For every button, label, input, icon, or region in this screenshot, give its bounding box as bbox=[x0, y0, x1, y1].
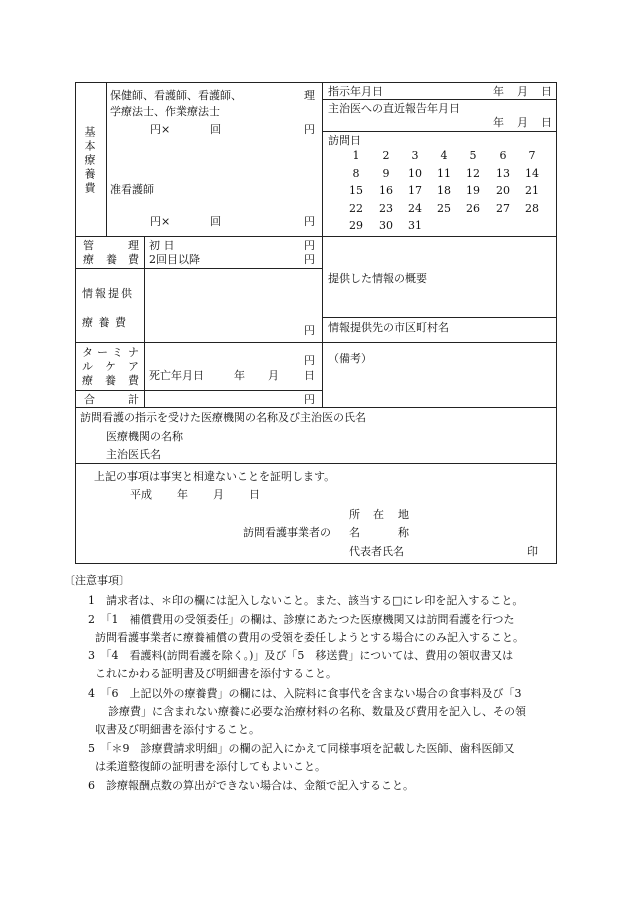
note-5a: 5 「＊9 診療費請求明細」の欄の記入にかえて同様事項を記載した医師、歯科医師又 bbox=[88, 742, 515, 755]
visit-day: 10 bbox=[408, 167, 422, 180]
management-h2b: 養 bbox=[106, 253, 117, 266]
basic-unit-yen-2: 円 bbox=[304, 215, 315, 228]
instruction-date-label: 指示年月日 bbox=[328, 85, 383, 98]
instruction-year: 年 bbox=[493, 85, 504, 98]
terminal-h-ta: タ bbox=[82, 346, 93, 359]
visit-day: 20 bbox=[496, 184, 510, 197]
institution-name-label: 医療機関の名称 bbox=[106, 430, 183, 443]
total-a: 合 bbox=[84, 393, 95, 406]
visit-day: 11 bbox=[437, 167, 451, 180]
visit-day: 29 bbox=[349, 219, 363, 232]
terminal-h-ru: ル bbox=[82, 360, 93, 373]
name-a: 名 bbox=[349, 526, 360, 539]
visit-day: 9 bbox=[382, 167, 390, 180]
info-yen: 円 bbox=[304, 324, 315, 337]
note-6: 6 診療報酬点数の算出ができない場合は、金額で記入すること。 bbox=[88, 779, 414, 792]
management-h2c: 費 bbox=[128, 253, 139, 266]
basic-unit-enx: 円× bbox=[150, 123, 171, 136]
visit-day: 12 bbox=[466, 167, 480, 180]
report-month: 月 bbox=[517, 116, 528, 129]
rule bbox=[75, 390, 322, 391]
basic-line2: 学療法士、作業療法士 bbox=[110, 105, 220, 118]
visit-day: 14 bbox=[525, 167, 539, 180]
basic-unit-enx-2: 円× bbox=[150, 215, 171, 228]
visit-day: 16 bbox=[379, 184, 393, 197]
doctor-name-label: 主治医氏名 bbox=[106, 448, 161, 461]
visit-day: 30 bbox=[379, 219, 393, 232]
note-5b: は柔道整復師の証明書を添付してもよいこと。 bbox=[95, 760, 326, 773]
report-date-label: 主治医への直近報告年月日 bbox=[328, 102, 460, 115]
terminal-h-you: 養 bbox=[105, 374, 116, 387]
info-heading-2: 療 養 費 bbox=[82, 316, 127, 329]
visit-day: 21 bbox=[525, 184, 539, 197]
management-first: 初 日 bbox=[149, 239, 175, 252]
basic-unit-kai: 回 bbox=[210, 123, 221, 136]
visit-day: 27 bbox=[496, 202, 510, 215]
visit-day: 26 bbox=[466, 202, 480, 215]
terminal-h-a: ア bbox=[128, 360, 139, 373]
representative-label: 代表者氏名 bbox=[349, 545, 404, 558]
basic-line1: 保健師、看護師、看護師、 bbox=[110, 89, 242, 102]
basic-line1-end: 理 bbox=[304, 89, 315, 102]
note-4c: 収書及び明細書を添付すること。 bbox=[95, 723, 260, 736]
terminal-h-na: ナ bbox=[128, 346, 139, 359]
basic-unit-yen: 円 bbox=[304, 123, 315, 136]
basic-unit-kai-2: 回 bbox=[210, 215, 221, 228]
rule bbox=[75, 463, 557, 464]
terminal-h-hi: 費 bbox=[128, 374, 139, 387]
junkango-label: 准看護師 bbox=[110, 183, 154, 196]
note-4a: 4 「6 上記以外の療養費」の欄には、入院料に食事代を含まない場合の食事料及び「3 bbox=[88, 687, 522, 700]
rule bbox=[75, 236, 557, 237]
certify-era: 平成 bbox=[130, 488, 152, 501]
name-b: 称 bbox=[398, 526, 409, 539]
visit-label: 訪問日 bbox=[328, 134, 361, 147]
total-yen: 円 bbox=[304, 393, 315, 406]
visit-day: 7 bbox=[528, 149, 536, 162]
terminal-h-ke: ケ bbox=[105, 360, 116, 373]
visit-day: 6 bbox=[499, 149, 507, 162]
total-b: 計 bbox=[128, 393, 139, 406]
visit-day: 3 bbox=[411, 149, 419, 162]
rule bbox=[144, 236, 145, 407]
instruction-month: 月 bbox=[517, 85, 528, 98]
management-yen-1: 円 bbox=[304, 239, 315, 252]
death-date-label: 死亡年月日 bbox=[149, 369, 204, 382]
terminal-yen: 円 bbox=[304, 354, 315, 367]
rule bbox=[75, 342, 557, 343]
rule bbox=[106, 82, 107, 236]
terminal-h-dash: ー bbox=[97, 346, 108, 359]
notes-title: 〔注意事項〕 bbox=[64, 574, 130, 587]
management-h1b: 理 bbox=[128, 239, 139, 252]
rule bbox=[322, 131, 557, 132]
death-month: 月 bbox=[268, 369, 279, 382]
rule bbox=[322, 99, 557, 100]
visit-day: 24 bbox=[408, 202, 422, 215]
visit-day: 8 bbox=[352, 167, 360, 180]
note-1: 1 請求者は、＊印の欄には記入しないこと。また、該当する□にレ印を記入すること。 bbox=[88, 594, 524, 607]
address-a: 所 bbox=[349, 508, 360, 521]
visit-day: 15 bbox=[349, 184, 363, 197]
rule bbox=[75, 407, 557, 408]
visit-day: 2 bbox=[382, 149, 390, 162]
provider-label: 訪問看護事業者の bbox=[243, 526, 331, 539]
institution-title: 訪問看護の指示を受けた医療機関の名称及び主治医の氏名 bbox=[80, 411, 366, 424]
terminal-h-ryo: 療 bbox=[82, 374, 93, 387]
management-yen-2: 円 bbox=[304, 253, 315, 266]
note-3a: 3 「4 看護料(訪問看護を除く。)」及び「5 移送費」については、費用の領収書又は bbox=[88, 649, 514, 662]
visit-day: 25 bbox=[437, 202, 451, 215]
terminal-h-mi: ミ bbox=[112, 346, 123, 359]
note-2b: 訪問看護事業者に療養補償の費用の受領を委任しようとする場合にのみ記入すること。 bbox=[95, 631, 524, 644]
rule bbox=[75, 268, 322, 269]
visit-day: 1 bbox=[352, 149, 360, 162]
death-day: 日 bbox=[304, 369, 315, 382]
visit-day: 5 bbox=[469, 149, 477, 162]
note-3b: これにかわる証明書及び明細書を添付すること。 bbox=[95, 667, 337, 680]
visit-day: 31 bbox=[408, 219, 422, 232]
address-b: 在 bbox=[373, 508, 384, 521]
note-2a: 2 「1 補償費用の受領委任」の欄は、診療にあたつた医療機関又は訪問看護を行つた bbox=[88, 613, 515, 626]
visit-day: 28 bbox=[525, 202, 539, 215]
death-year: 年 bbox=[234, 369, 245, 382]
certify-text: 上記の事項は事実と相違ないことを証明します。 bbox=[94, 470, 336, 483]
visit-day: 22 bbox=[349, 202, 363, 215]
management-second: 2回目以降 bbox=[149, 253, 200, 266]
management-h1a: 管 bbox=[83, 239, 94, 252]
info-summary-label: 提供した情報の概要 bbox=[328, 272, 427, 285]
seal-mark: 印 bbox=[527, 545, 538, 558]
rule bbox=[322, 317, 557, 318]
address-c: 地 bbox=[398, 508, 409, 521]
visit-day: 17 bbox=[408, 184, 422, 197]
remarks-label: （備考） bbox=[328, 352, 372, 365]
certify-year: 年 bbox=[177, 488, 188, 501]
info-heading-1: 情報提供 bbox=[82, 287, 134, 300]
instruction-day: 日 bbox=[541, 85, 552, 98]
report-day: 日 bbox=[541, 116, 552, 129]
management-h2a: 療 bbox=[83, 253, 94, 266]
info-dest-label: 情報提供先の市区町村名 bbox=[328, 321, 449, 334]
basic-heading: 基本療養費 bbox=[83, 126, 96, 196]
visit-day: 19 bbox=[466, 184, 480, 197]
visit-day: 18 bbox=[437, 184, 451, 197]
report-year: 年 bbox=[493, 116, 504, 129]
certify-month: 月 bbox=[213, 488, 224, 501]
visit-day: 4 bbox=[440, 149, 448, 162]
note-4b: 診療費」に含まれない療養に必要な治療材料の名称、数量及び費用を記入し、その領 bbox=[108, 705, 526, 718]
visit-day: 23 bbox=[379, 202, 393, 215]
visit-day: 13 bbox=[496, 167, 510, 180]
certify-day: 日 bbox=[249, 488, 260, 501]
